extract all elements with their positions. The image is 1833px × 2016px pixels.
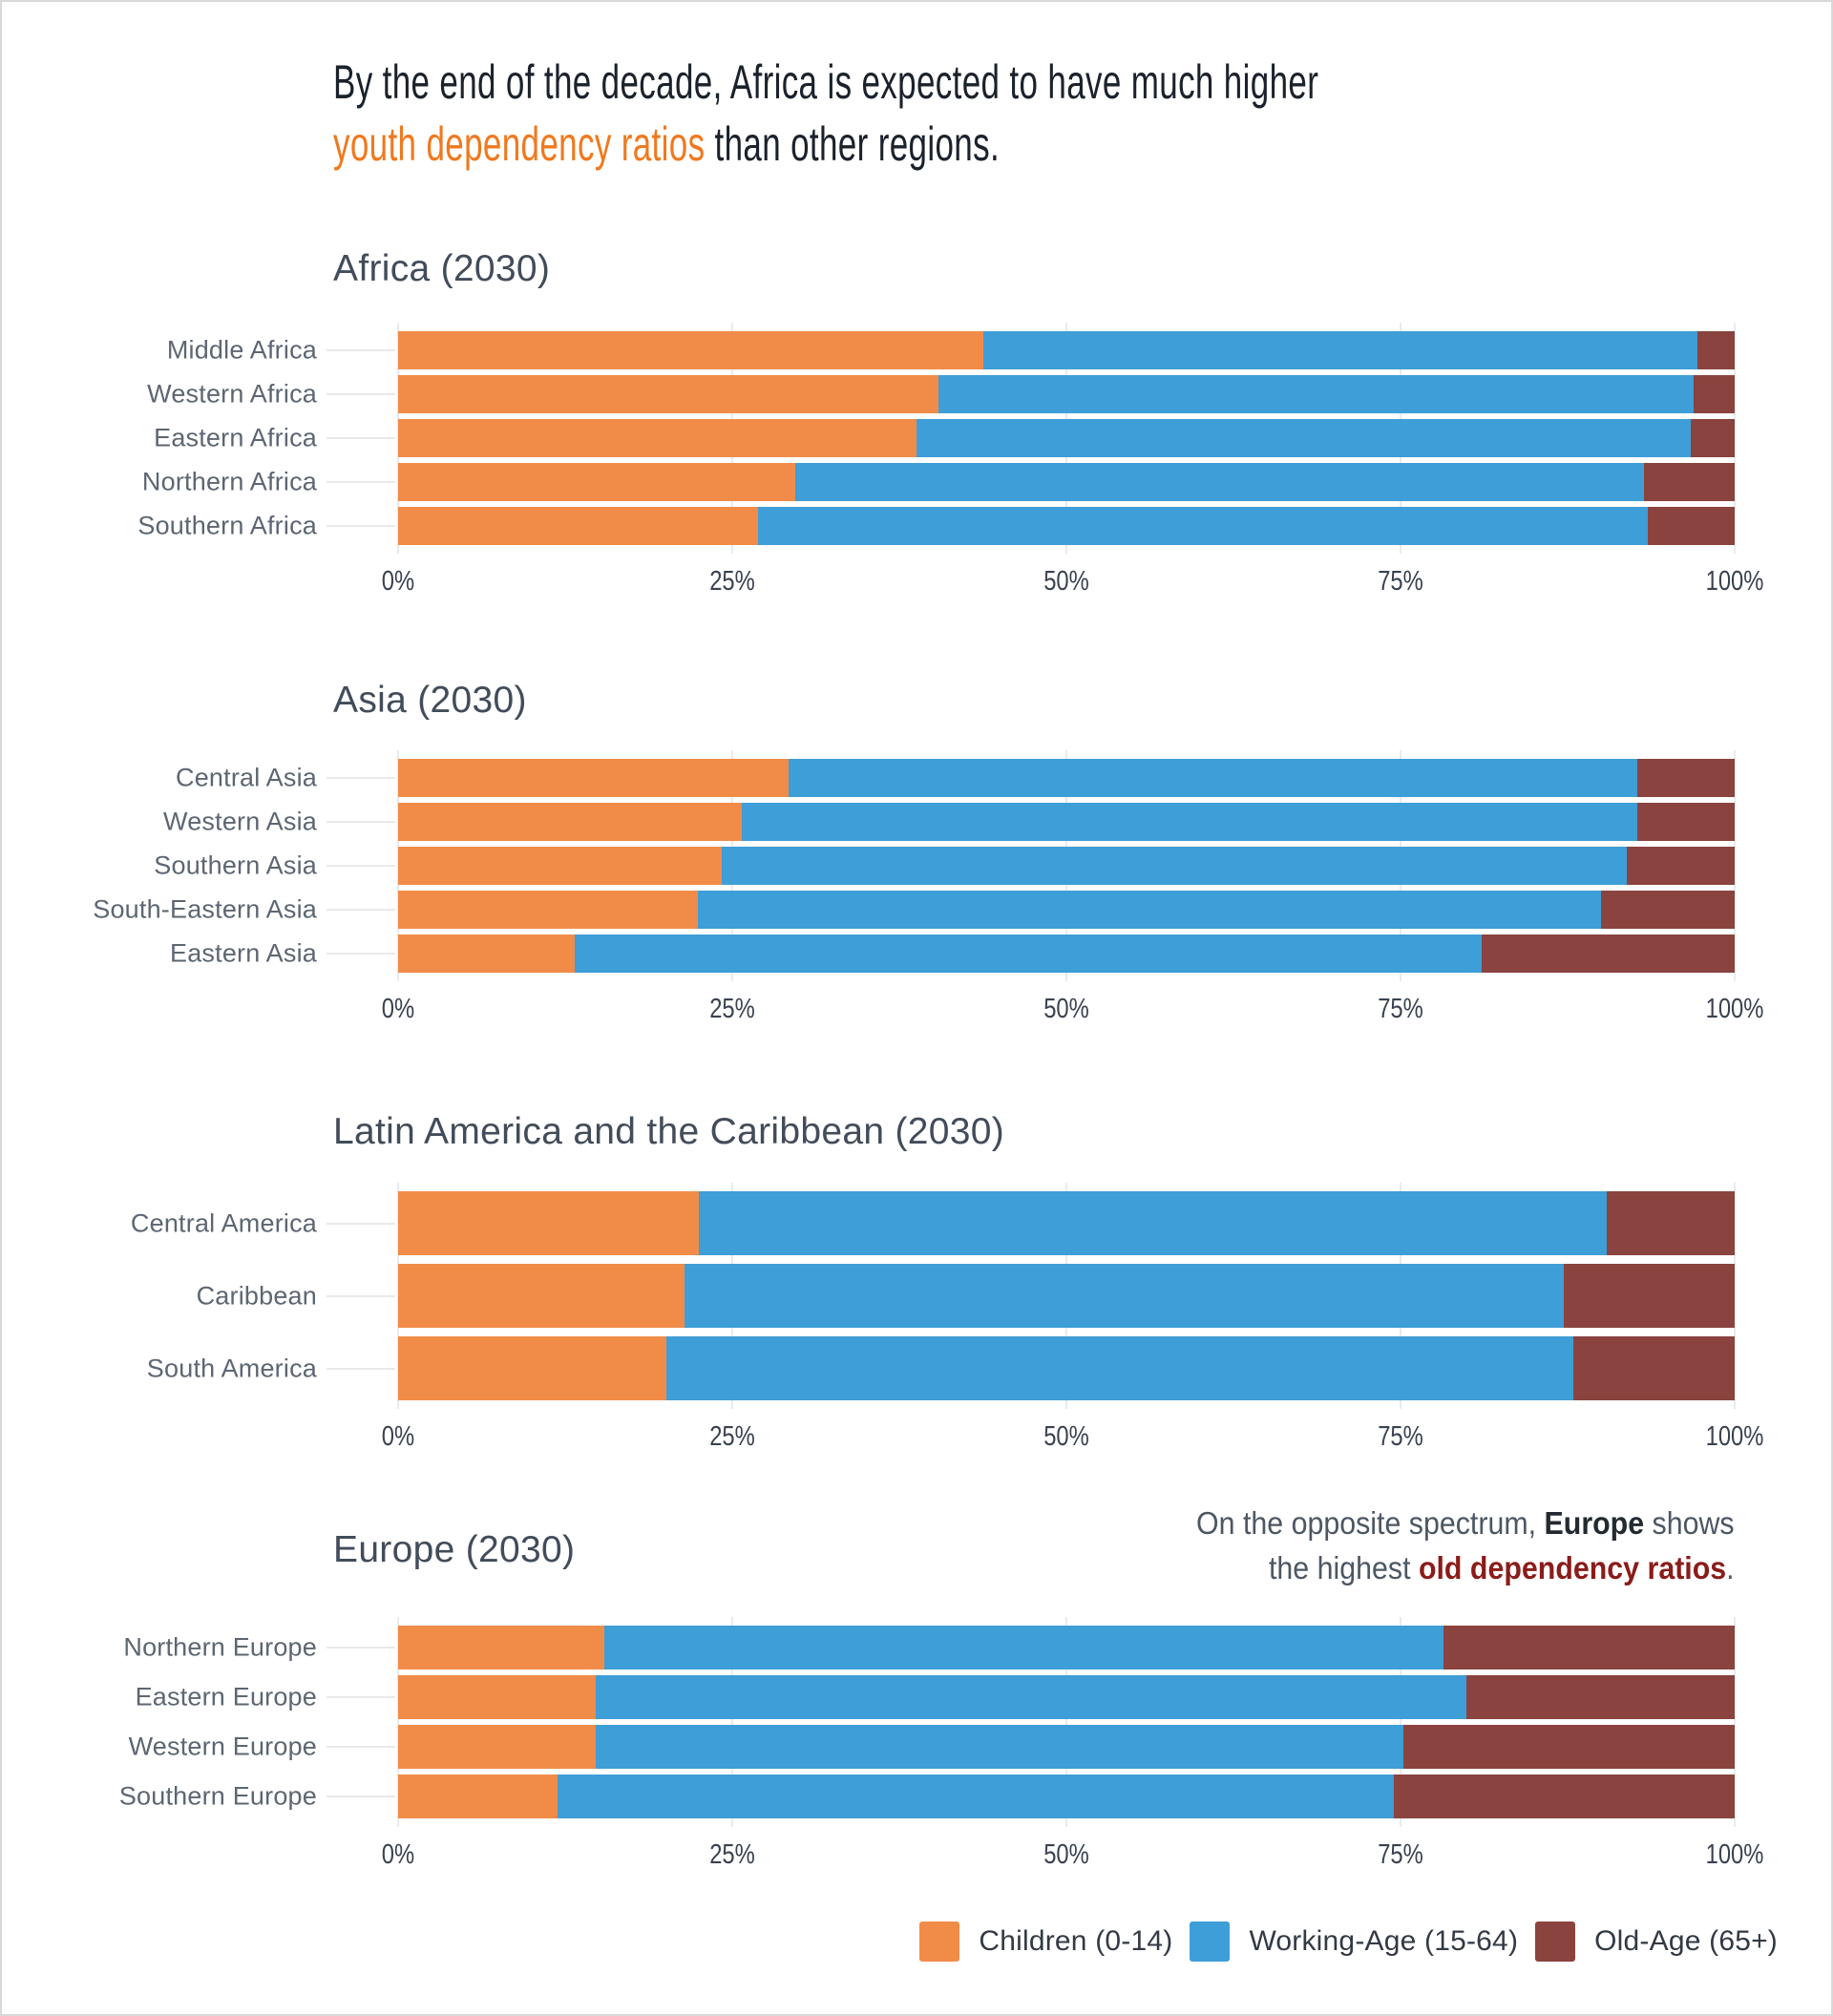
bar-segment-children: [398, 463, 795, 501]
main-title-line1: By the end of the decade, Africa is expected to have much higher: [333, 55, 1319, 109]
bar-row: [135, 1675, 1735, 1719]
x-axis-label: 25%: [709, 994, 755, 1024]
x-axis-label: 25%: [709, 1839, 755, 1870]
chart-title-europe: Europe (2030): [333, 1529, 576, 1570]
bar-row: [154, 419, 1735, 457]
bar-row: [141, 463, 1735, 501]
bar-segment-old-age: [1648, 507, 1735, 545]
category-tick-line: [327, 953, 395, 955]
bar-segment-children: [398, 803, 742, 841]
bar-row: [147, 375, 1735, 413]
bar-segment-working-age: [596, 1725, 1403, 1769]
europe-annotation: [1196, 1501, 1735, 1590]
category-label: Western Europe: [128, 1732, 317, 1761]
category-tick-line: [327, 349, 395, 351]
category-label: Southern Europe: [118, 1781, 317, 1811]
x-axis-label: 75%: [1378, 1421, 1423, 1452]
chart-title-latam: Latin America and the Caribbean (2030): [333, 1111, 1005, 1152]
category-label: Caribbean: [196, 1281, 317, 1310]
bar-row: [128, 1725, 1735, 1769]
bar-segment-children: [398, 934, 575, 973]
bar-segment-working-age: [575, 934, 1483, 973]
x-axis-label: 75%: [1378, 1839, 1423, 1870]
legend-label: Old-Age (65+): [1594, 1925, 1778, 1957]
legend-swatch: [919, 1922, 959, 1962]
category-label: Middle Africa: [166, 335, 317, 365]
x-axis: [381, 566, 1764, 598]
category-tick-line: [327, 1696, 395, 1698]
category-tick-line: [327, 1647, 395, 1648]
x-axis-label: 100%: [1705, 566, 1764, 597]
category-label: South-Eastern Asia: [93, 894, 317, 924]
bar-segment-children: [398, 1675, 596, 1719]
category-label: Southern Africa: [137, 511, 317, 540]
bar-segment-children: [398, 759, 789, 797]
bar-segment-old-age: [1644, 463, 1735, 501]
category-label: Northern Africa: [141, 467, 317, 496]
category-label: Western Africa: [147, 379, 317, 409]
legend: [919, 1922, 1778, 1962]
category-tick-line: [327, 865, 395, 867]
x-axis-label: 0%: [381, 1839, 415, 1870]
bar-segment-old-age: [1697, 331, 1735, 369]
category-label: Eastern Africa: [154, 423, 317, 452]
bar-row: [196, 1264, 1735, 1328]
category-tick-line: [327, 393, 395, 395]
bar-segment-working-age: [916, 419, 1691, 457]
bar-segment-working-age: [742, 803, 1637, 841]
category-tick-line: [327, 1796, 395, 1797]
bar-segment-working-age: [699, 1191, 1607, 1255]
annotation-bold-europe: Europe: [1544, 1505, 1645, 1541]
main-title: [333, 52, 1318, 176]
bar-row: [130, 1191, 1735, 1255]
x-axis-label: 75%: [1378, 994, 1423, 1024]
annotation-bold-old-dependency: old dependency ratios: [1419, 1550, 1727, 1586]
main-title-line2: youth dependency ratios than other regions.: [333, 117, 1001, 171]
x-axis-label: 100%: [1705, 994, 1764, 1024]
bar-row: [93, 891, 1735, 929]
bar-segment-working-age: [604, 1626, 1443, 1670]
legend-item: [1535, 1922, 1778, 1962]
bar-segment-children: [398, 1191, 699, 1255]
bar-segment-old-age: [1394, 1774, 1735, 1818]
x-axis-label: 0%: [381, 1421, 415, 1452]
bar-row: [166, 331, 1735, 369]
bar-segment-old-age: [1403, 1725, 1735, 1769]
category-label: Central Asia: [176, 763, 317, 792]
bar-segment-children: [398, 1626, 604, 1670]
legend-item: [919, 1922, 1172, 1962]
x-axis-label: 50%: [1043, 1839, 1089, 1870]
x-axis: [381, 1421, 1764, 1454]
plot-area-latam: [130, 1191, 1764, 1452]
legend-swatch: [1535, 1922, 1575, 1962]
bar-segment-working-age: [795, 463, 1644, 501]
bar-row: [163, 803, 1735, 841]
chart-title-asia: Asia (2030): [333, 680, 527, 721]
bar-segment-working-age: [698, 891, 1601, 929]
bar-segment-old-age: [1564, 1264, 1735, 1328]
legend-swatch: [1190, 1922, 1230, 1962]
bar-segment-old-age: [1637, 803, 1735, 841]
bar-segment-old-age: [1694, 375, 1735, 413]
bar-segment-old-age: [1482, 934, 1735, 973]
x-axis-label: 0%: [381, 994, 415, 1024]
bar-segment-working-age: [685, 1264, 1564, 1328]
plot-area-europe: [118, 1626, 1764, 1870]
category-tick-line: [327, 525, 395, 527]
x-axis-label: 0%: [381, 566, 415, 597]
category-tick-line: [327, 1368, 395, 1370]
category-tick-line: [327, 821, 395, 823]
bar-row: [146, 1336, 1735, 1400]
x-axis-label: 50%: [1043, 1421, 1089, 1452]
bar-segment-children: [398, 1336, 666, 1400]
category-label: Eastern Europe: [135, 1682, 317, 1712]
annotation-line1: On the opposite spectrum, Europe shows: [1196, 1505, 1735, 1541]
annotation-line2: the highest old dependency ratios.: [1269, 1550, 1735, 1586]
x-axis: [381, 994, 1764, 1026]
bar-segment-working-age: [558, 1774, 1394, 1818]
bar-segment-children: [398, 419, 916, 457]
bar-segment-old-age: [1691, 419, 1735, 457]
x-axis: [381, 1839, 1764, 1872]
bar-segment-old-age: [1607, 1191, 1735, 1255]
category-tick-line: [327, 777, 395, 779]
bar-segment-children: [398, 507, 758, 545]
category-tick-line: [327, 1223, 395, 1225]
chart-title-africa: Africa (2030): [333, 248, 551, 289]
bar-segment-children: [398, 1725, 596, 1769]
bar-segment-old-age: [1443, 1626, 1735, 1670]
x-axis-label: 100%: [1705, 1839, 1764, 1870]
bar-segment-children: [398, 1774, 558, 1818]
category-tick-line: [327, 437, 395, 439]
bar-segment-old-age: [1466, 1675, 1735, 1719]
category-tick-line: [327, 909, 395, 911]
title-highlight-youth: youth dependency ratios: [333, 117, 706, 171]
category-tick-line: [327, 481, 395, 483]
bar-segment-children: [398, 1264, 685, 1328]
bar-segment-working-age: [596, 1675, 1465, 1719]
bar-row: [176, 759, 1735, 797]
bar-segment-working-age: [789, 759, 1637, 797]
bar-row: [170, 934, 1735, 973]
bar-segment-working-age: [758, 507, 1648, 545]
category-label: Central America: [130, 1208, 317, 1237]
bar-segment-working-age: [722, 847, 1627, 885]
x-axis-label: 50%: [1043, 994, 1089, 1024]
bar-segment-working-age: [983, 331, 1697, 369]
bar-segment-old-age: [1637, 759, 1735, 797]
category-label: Eastern Asia: [170, 938, 317, 968]
bar-segment-children: [398, 375, 938, 413]
bar-row: [137, 507, 1735, 545]
x-axis-label: 100%: [1705, 1421, 1764, 1452]
category-tick-line: [327, 1746, 395, 1748]
bar-segment-old-age: [1627, 847, 1735, 885]
category-label: South America: [146, 1354, 317, 1382]
category-tick-line: [327, 1295, 395, 1297]
bar-segment-old-age: [1573, 1336, 1735, 1400]
x-axis-label: 75%: [1378, 566, 1423, 597]
bar-segment-working-age: [938, 375, 1694, 413]
legend-label: Children (0-14): [979, 1925, 1173, 1957]
category-label: Western Asia: [163, 807, 317, 836]
bar-segment-children: [398, 331, 983, 369]
x-axis-label: 50%: [1043, 566, 1089, 597]
legend-label: Working-Age (15-64): [1249, 1925, 1519, 1957]
bar-row: [118, 1774, 1735, 1818]
bar-segment-children: [398, 847, 722, 885]
plot-area-asia: [93, 759, 1764, 1024]
bar-segment-old-age: [1601, 891, 1735, 929]
category-label: Southern Asia: [154, 850, 317, 880]
x-axis-label: 25%: [709, 566, 755, 597]
bar-segment-children: [398, 891, 698, 929]
x-axis-label: 25%: [709, 1421, 755, 1452]
category-label: Northern Europe: [123, 1632, 317, 1662]
plot-area-africa: [137, 331, 1764, 597]
legend-item: [1190, 1922, 1518, 1962]
bar-row: [123, 1626, 1735, 1670]
bar-segment-working-age: [666, 1336, 1572, 1400]
bar-row: [154, 847, 1735, 885]
